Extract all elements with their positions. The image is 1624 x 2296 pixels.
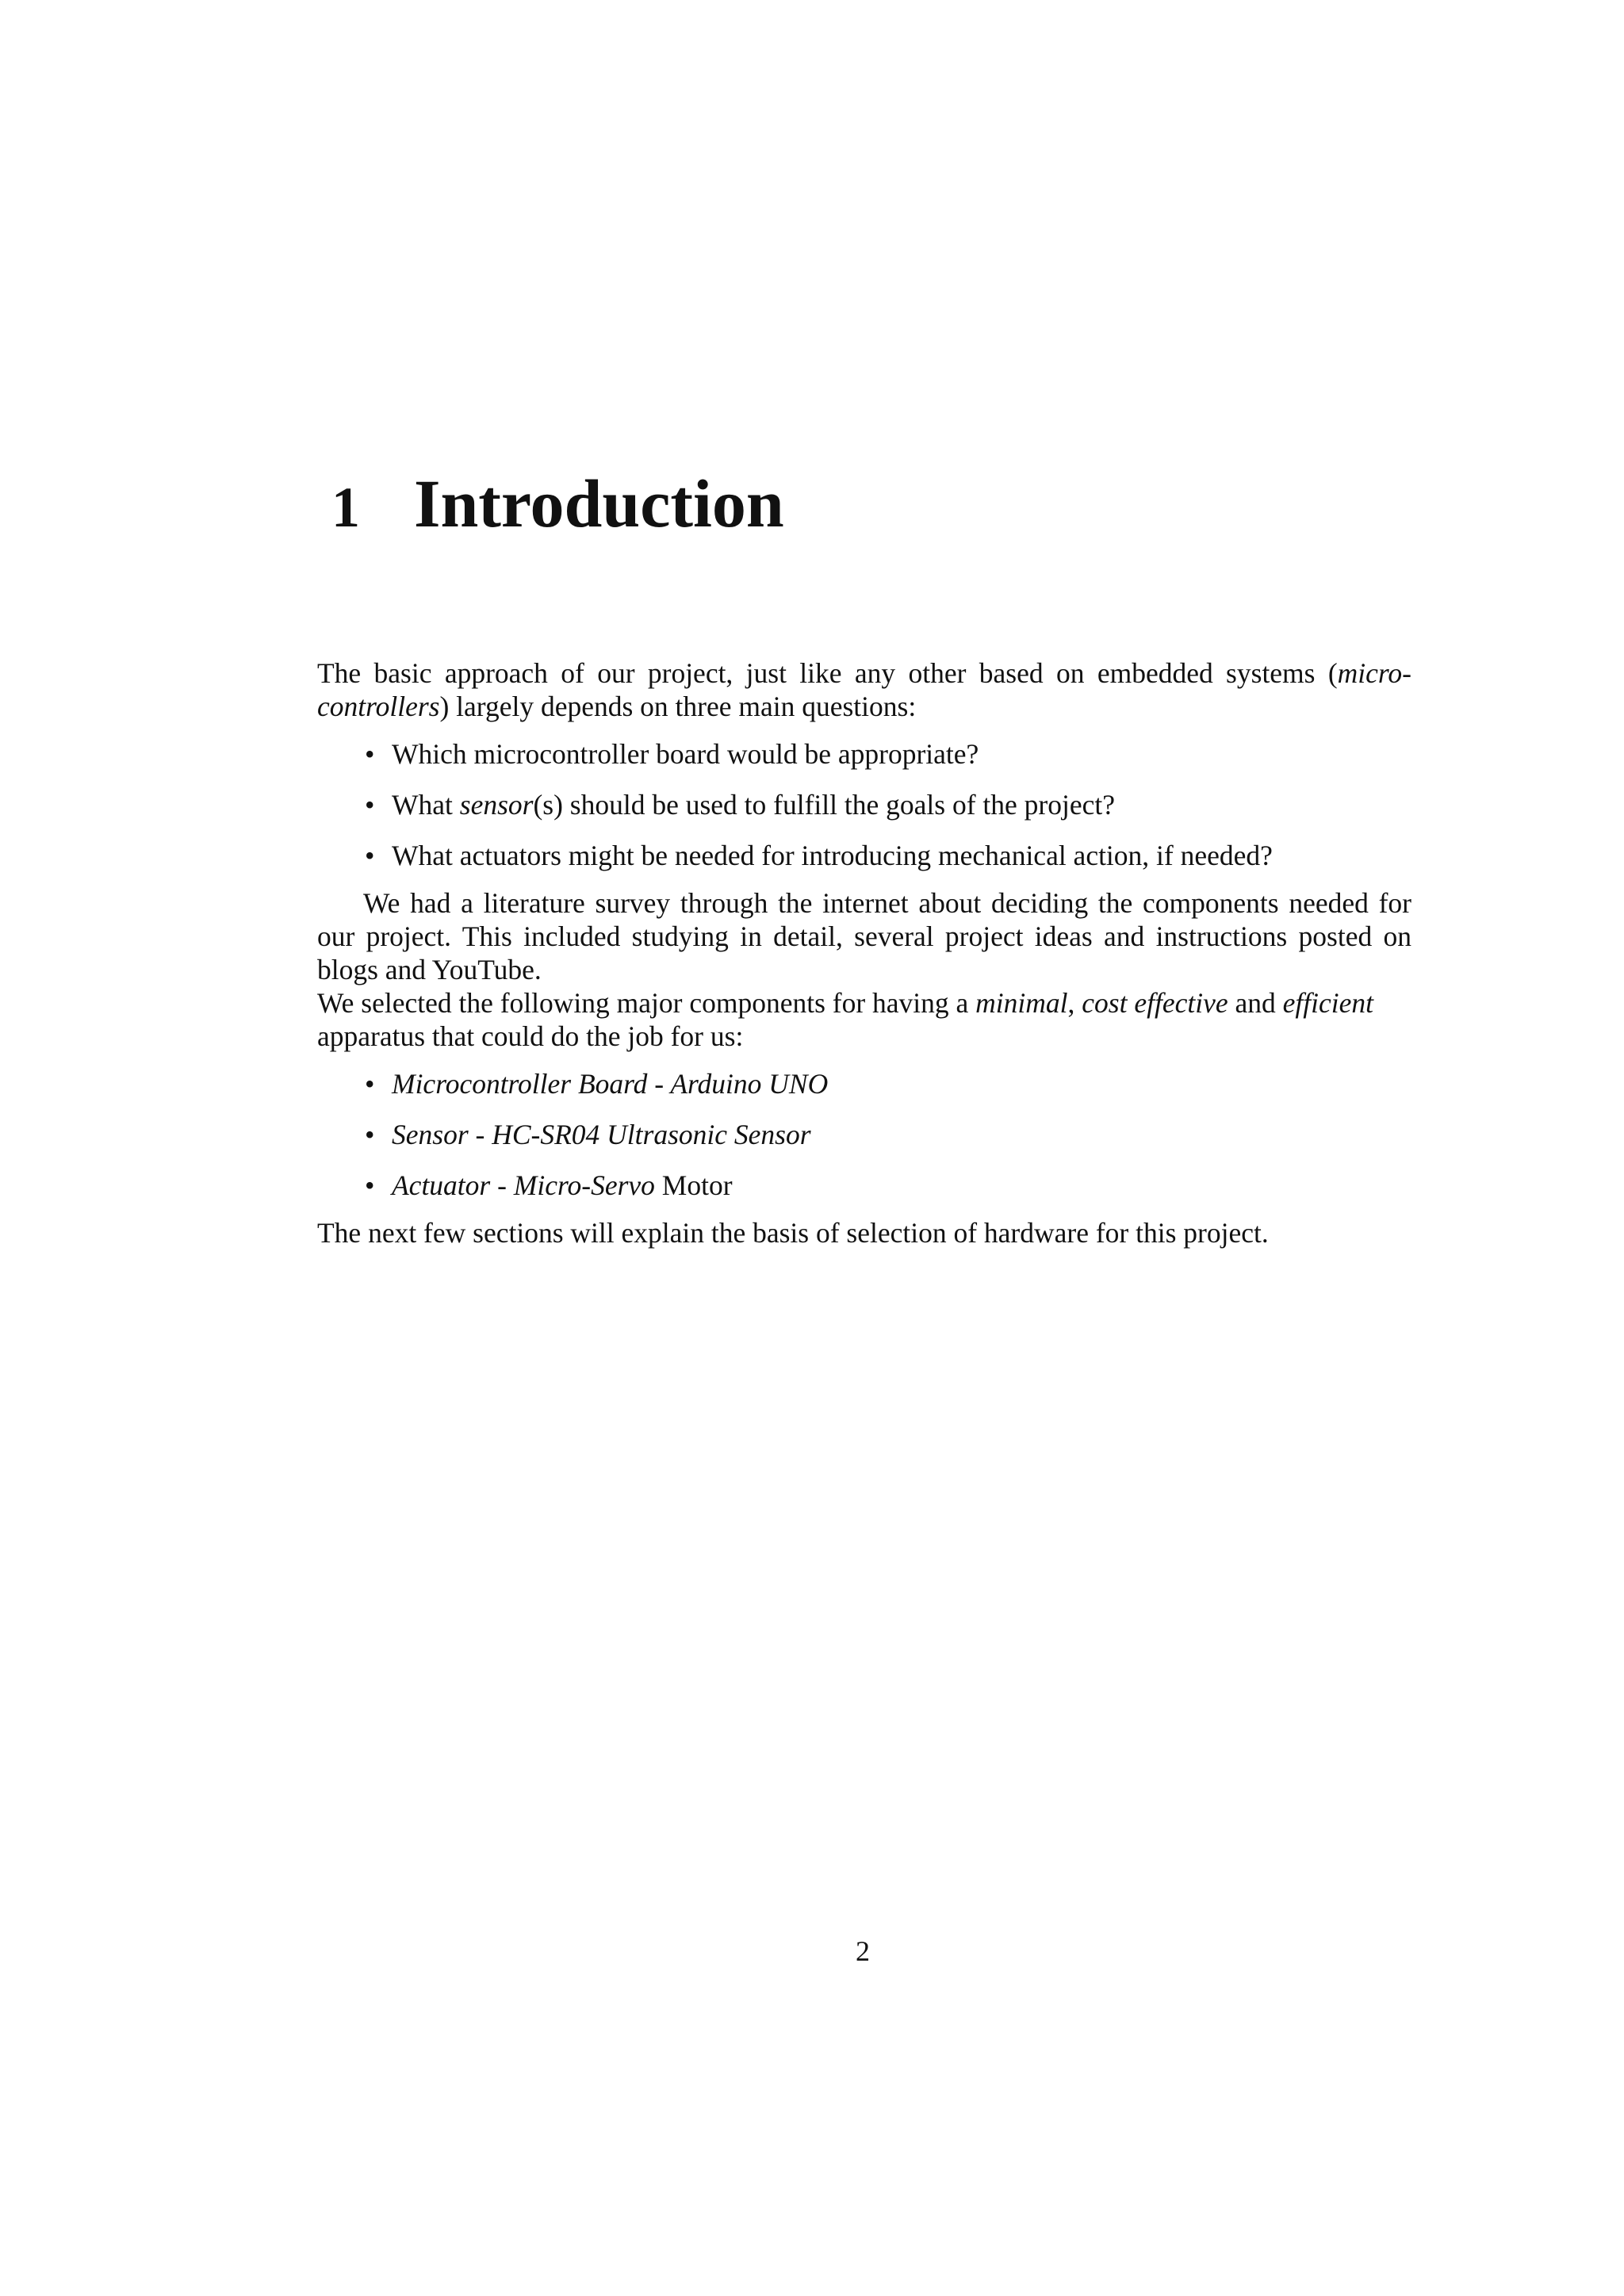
component-text-end: Motor: [654, 1169, 733, 1201]
list-item: [317, 788, 1411, 821]
chapter-body: [317, 656, 1411, 1249]
closing-paragraph: The next few sections will explain the basis of selection of hardware for this project.: [317, 1217, 1269, 1249]
component-text: Microcontroller Board - Arduino UNO: [392, 1068, 829, 1100]
bullet-icon: •: [365, 1068, 375, 1100]
question-italic-term: sensor: [459, 789, 534, 821]
list-item: [317, 737, 1411, 771]
selection-italic-cost: cost effective: [1082, 987, 1228, 1019]
selection-text: We selected the following major components for having a: [317, 987, 976, 1019]
component-text: Sensor - HC-SR04 Ultrasonic Sensor: [392, 1119, 811, 1150]
selection-paragraph: [317, 986, 1411, 1053]
selection-text: ,: [1067, 987, 1082, 1019]
bullet-icon: •: [365, 840, 375, 871]
selection-text: and: [1228, 987, 1283, 1019]
question-text-end: (s) should be used to fulfill the goals of the project?: [533, 789, 1115, 821]
intro-italic-term: micro-controllers: [317, 657, 1411, 722]
chapter-heading: [331, 464, 784, 547]
component-italic: Actuator - Micro-Servo: [392, 1169, 655, 1201]
survey-paragraph: We had a literature survey through the internet about deciding the components needed for our project. This included studying in detail, several project ideas and instructions posted on blogs and YouTube.: [317, 887, 1411, 985]
page-number: 2: [856, 1935, 870, 1967]
intro-text-end: ) largely depends on three main questions:: [439, 691, 917, 722]
chapter-title: Introduction: [414, 465, 784, 541]
questions-list: [317, 737, 1411, 872]
selection-italic-efficient: efficient: [1282, 987, 1373, 1019]
question-text: Which microcontroller board would be appropriate?: [392, 738, 979, 770]
bullet-icon: •: [365, 738, 375, 770]
bullet-icon: •: [365, 789, 375, 821]
list-item: [317, 1118, 1411, 1151]
bullet-icon: •: [365, 1169, 375, 1201]
intro-paragraph: [317, 656, 1411, 723]
question-text: What actuators might be needed for introducing mechanical action, if needed?: [392, 840, 1273, 871]
selection-text-end: apparatus that could do the job for us:: [317, 1020, 744, 1052]
chapter-number: 1: [331, 476, 360, 539]
intro-text: The basic approach of our project, just like any other based on embedded systems (: [317, 657, 1338, 689]
question-text: What: [392, 789, 460, 821]
list-item: [317, 1067, 1411, 1100]
list-item: [317, 839, 1411, 872]
selection-italic-minimal: minimal: [975, 987, 1068, 1019]
bullet-icon: •: [365, 1119, 375, 1150]
list-item: [317, 1169, 1411, 1202]
components-list: [317, 1067, 1411, 1202]
